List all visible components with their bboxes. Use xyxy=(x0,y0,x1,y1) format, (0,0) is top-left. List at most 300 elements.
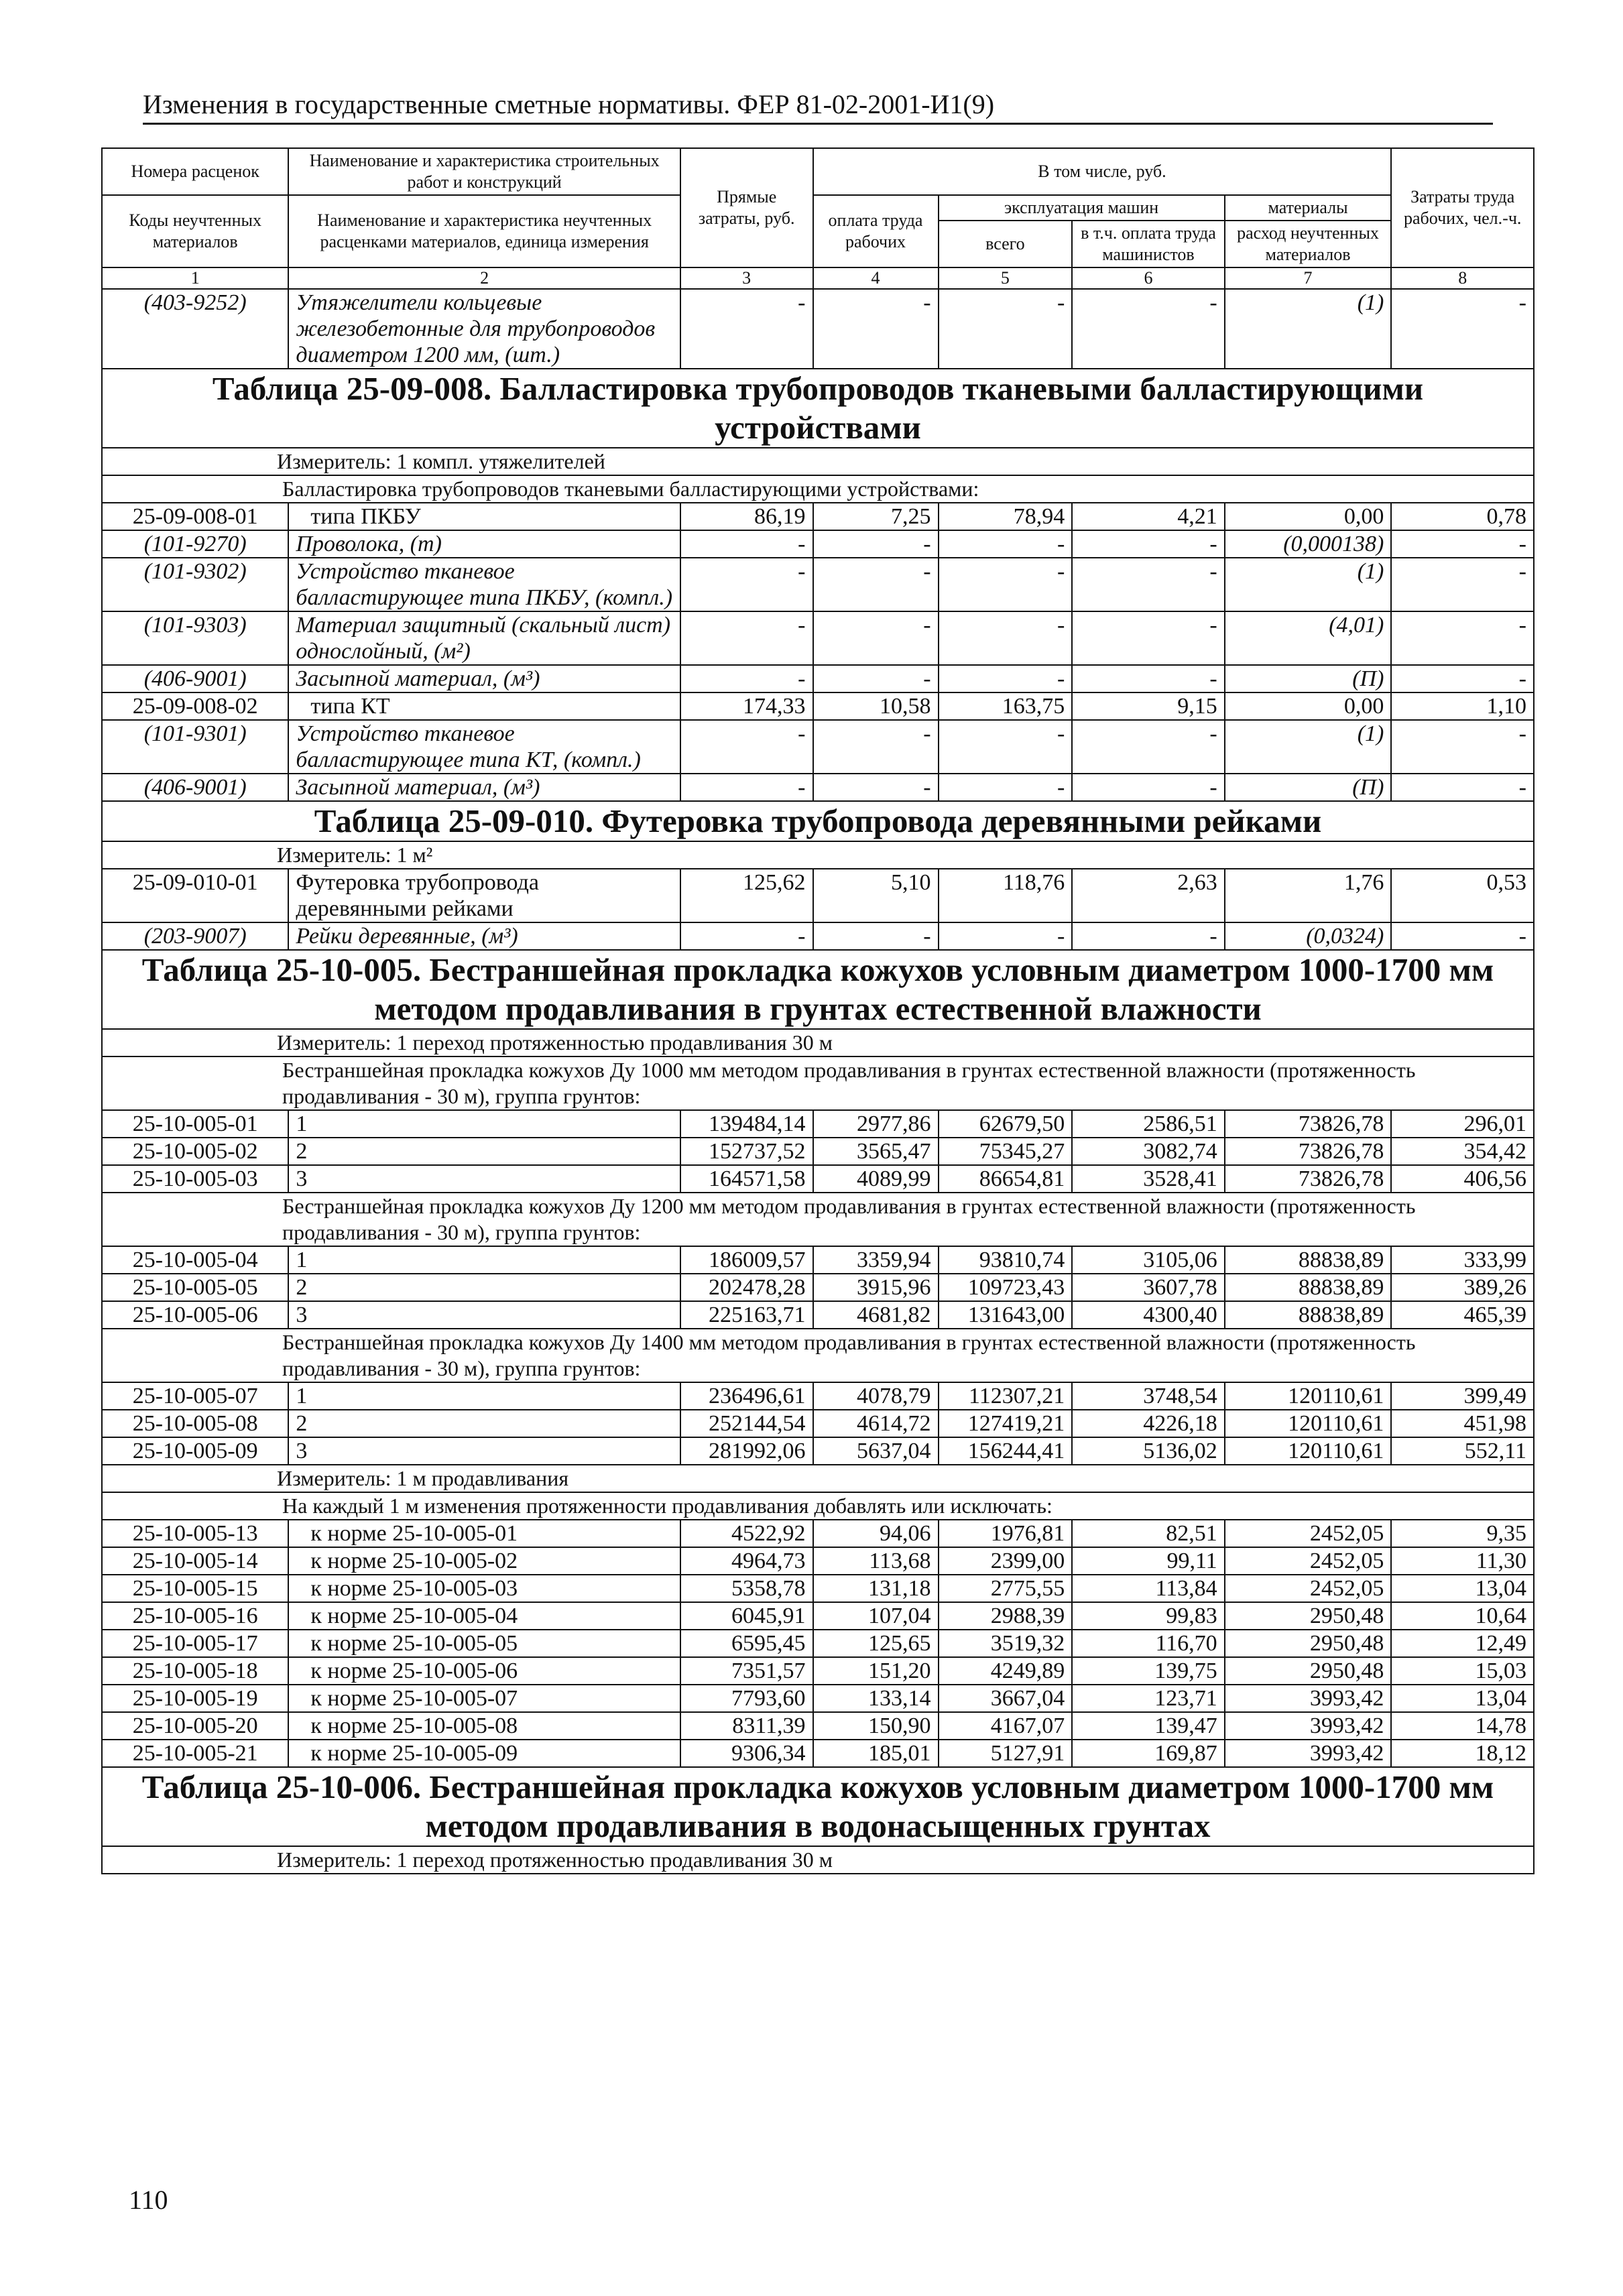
machinist-wages-cell: - xyxy=(1072,720,1224,774)
machinist-wages-cell: 9,15 xyxy=(1072,692,1224,720)
machinist-wages-cell: 2,63 xyxy=(1072,869,1224,922)
machinist-wages-cell: - xyxy=(1072,665,1224,692)
work-name: к норме 25-10-005-06 xyxy=(288,1657,680,1685)
col-header-machinist-wages: в т.ч. оплата труда машинистов xyxy=(1072,221,1224,267)
machinist-wages-cell: 3082,74 xyxy=(1072,1138,1224,1165)
material-row xyxy=(102,922,1534,950)
materials-cell: 2452,05 xyxy=(1225,1520,1392,1547)
wages-cell: 2977,86 xyxy=(813,1110,939,1138)
direct-costs-cell: 281992,06 xyxy=(680,1437,813,1465)
materials-cell: (1) xyxy=(1225,558,1392,611)
rate-code: 25-10-005-13 xyxy=(102,1520,288,1547)
material-name: Проволока, (т) xyxy=(288,530,680,558)
labor-costs-cell: 406,56 xyxy=(1391,1165,1534,1193)
machines-total-cell: 2988,39 xyxy=(939,1602,1073,1630)
machinist-wages-cell: - xyxy=(1072,611,1224,665)
materials-cell: 1,76 xyxy=(1225,869,1392,922)
rate-row xyxy=(102,1740,1534,1767)
wages-cell: - xyxy=(813,289,939,369)
machines-total-cell: 112307,21 xyxy=(939,1382,1073,1410)
materials-cell: (1) xyxy=(1225,720,1392,774)
work-name: 2 xyxy=(288,1410,680,1437)
machinist-wages-cell: 113,84 xyxy=(1072,1575,1224,1602)
col-header-machines: эксплуатация машин xyxy=(939,195,1225,221)
wages-cell: 125,65 xyxy=(813,1630,939,1657)
material-name: Рейки деревянные, (м³) xyxy=(288,922,680,950)
work-name: к норме 25-10-005-01 xyxy=(288,1520,680,1547)
materials-cell: 2950,48 xyxy=(1225,1630,1392,1657)
col-header-work-name: Наименование и характеристика строительных работ и конструкций xyxy=(288,148,680,195)
col-header-wages: оплата труда рабочих xyxy=(813,195,939,267)
machinist-wages-cell: 99,11 xyxy=(1072,1547,1224,1575)
wages-cell: 185,01 xyxy=(813,1740,939,1767)
rate-row xyxy=(102,1547,1534,1575)
wages-cell: 5637,04 xyxy=(813,1437,939,1465)
measure-row xyxy=(102,1846,1534,1874)
machines-total-cell: - xyxy=(939,289,1073,369)
wages-cell: - xyxy=(813,558,939,611)
rate-code: 25-10-005-21 xyxy=(102,1740,288,1767)
wages-cell: - xyxy=(813,665,939,692)
direct-costs-cell: 225163,71 xyxy=(680,1301,813,1329)
labor-costs-cell: - xyxy=(1391,289,1534,369)
machinist-wages-cell: - xyxy=(1072,289,1224,369)
material-row xyxy=(102,665,1534,692)
materials-cell: (4,01) xyxy=(1225,611,1392,665)
col-header-materials-unaccounted: расход неучтенных материалов xyxy=(1225,221,1392,267)
wages-cell: 4681,82 xyxy=(813,1301,939,1329)
measure-unit: Измеритель: 1 переход протяженностью продавливания 30 м xyxy=(102,1029,1534,1056)
work-name: 1 xyxy=(288,1110,680,1138)
wages-cell: - xyxy=(813,774,939,801)
machines-total-cell: - xyxy=(939,922,1073,950)
machines-total-cell: 3667,04 xyxy=(939,1685,1073,1712)
rate-code: 25-10-005-17 xyxy=(102,1630,288,1657)
work-name: к норме 25-10-005-05 xyxy=(288,1630,680,1657)
machinist-wages-cell: - xyxy=(1072,774,1224,801)
material-name: Устройство тканевое балластирующее типа КТ, (компл.) xyxy=(288,720,680,774)
labor-costs-cell: - xyxy=(1391,922,1534,950)
col-number: 1 xyxy=(102,267,288,289)
rate-code: 25-10-005-03 xyxy=(102,1165,288,1193)
subheading-row xyxy=(102,1056,1534,1110)
material-code: (203-9007) xyxy=(102,922,288,950)
machines-total-cell: 93810,74 xyxy=(939,1246,1073,1274)
rate-row xyxy=(102,1410,1534,1437)
wages-cell: - xyxy=(813,530,939,558)
machines-total-cell: 2399,00 xyxy=(939,1547,1073,1575)
materials-cell: 120110,61 xyxy=(1225,1410,1392,1437)
rate-code: 25-10-005-16 xyxy=(102,1602,288,1630)
rate-code: 25-09-008-01 xyxy=(102,503,288,530)
labor-costs-cell: 13,04 xyxy=(1391,1685,1534,1712)
col-header-material-codes: Коды неучтенных материалов xyxy=(102,195,288,267)
work-name: к норме 25-10-005-08 xyxy=(288,1712,680,1740)
materials-cell: 3993,42 xyxy=(1225,1712,1392,1740)
work-name: 1 xyxy=(288,1382,680,1410)
direct-costs-cell: 202478,28 xyxy=(680,1274,813,1301)
col-number: 4 xyxy=(813,267,939,289)
materials-cell: (0,0324) xyxy=(1225,922,1392,950)
direct-costs-cell: 6045,91 xyxy=(680,1602,813,1630)
material-code: (406-9001) xyxy=(102,774,288,801)
wages-cell: 10,58 xyxy=(813,692,939,720)
direct-costs-cell: 186009,57 xyxy=(680,1246,813,1274)
machines-total-cell: 75345,27 xyxy=(939,1138,1073,1165)
work-name: к норме 25-10-005-02 xyxy=(288,1547,680,1575)
section-title: Таблица 25-10-006. Бестраншейная прокладка кожухов условным диаметром 1000-1700 мм методом продавливания в водонасыщенных грунтах xyxy=(102,1767,1534,1846)
direct-costs-cell: 7351,57 xyxy=(680,1657,813,1685)
col-header-including: В том числе, руб. xyxy=(813,148,1392,195)
machines-total-cell: 78,94 xyxy=(939,503,1073,530)
machinist-wages-cell: 4226,18 xyxy=(1072,1410,1224,1437)
wages-cell: 113,68 xyxy=(813,1547,939,1575)
work-name: к норме 25-10-005-07 xyxy=(288,1685,680,1712)
material-code: (101-9303) xyxy=(102,611,288,665)
rate-code: 25-10-005-05 xyxy=(102,1274,288,1301)
work-name: к норме 25-10-005-04 xyxy=(288,1602,680,1630)
subheading-row xyxy=(102,475,1534,503)
labor-costs-cell: 296,01 xyxy=(1391,1110,1534,1138)
machinist-wages-cell: 2586,51 xyxy=(1072,1110,1224,1138)
machinist-wages-cell: 139,75 xyxy=(1072,1657,1224,1685)
labor-costs-cell: 1,10 xyxy=(1391,692,1534,720)
machines-total-cell: 2775,55 xyxy=(939,1575,1073,1602)
material-name: Засыпной материал, (м³) xyxy=(288,774,680,801)
direct-costs-cell: 5358,78 xyxy=(680,1575,813,1602)
work-name: типа КТ xyxy=(288,692,680,720)
rate-code: 25-10-005-19 xyxy=(102,1685,288,1712)
rate-row xyxy=(102,1520,1534,1547)
subheading: Балластировка трубопроводов тканевыми балластирующими устройствами: xyxy=(102,475,1534,503)
labor-costs-cell: 15,03 xyxy=(1391,1657,1534,1685)
machinist-wages-cell: 99,83 xyxy=(1072,1602,1224,1630)
rate-code: 25-10-005-08 xyxy=(102,1410,288,1437)
work-name: 3 xyxy=(288,1437,680,1465)
rate-row xyxy=(102,1630,1534,1657)
machines-total-cell: 156244,41 xyxy=(939,1437,1073,1465)
direct-costs-cell: 4964,73 xyxy=(680,1547,813,1575)
rate-code: 25-09-008-02 xyxy=(102,692,288,720)
machinist-wages-cell: 3607,78 xyxy=(1072,1274,1224,1301)
machines-total-cell: - xyxy=(939,558,1073,611)
measure-row xyxy=(102,841,1534,869)
labor-costs-cell: 10,64 xyxy=(1391,1602,1534,1630)
section-title: Таблица 25-09-008. Балластировка трубопроводов тканевыми балластирующими устройствами xyxy=(102,369,1534,448)
labor-costs-cell: 13,04 xyxy=(1391,1575,1534,1602)
direct-costs-cell: - xyxy=(680,289,813,369)
rate-row xyxy=(102,692,1534,720)
labor-costs-cell: 18,12 xyxy=(1391,1740,1534,1767)
col-header-rate-number: Номера расценок xyxy=(102,148,288,195)
direct-costs-cell: - xyxy=(680,530,813,558)
measure-unit: Измеритель: 1 компл. утяжелителей xyxy=(102,448,1534,475)
col-number: 5 xyxy=(939,267,1073,289)
direct-costs-cell: 4522,92 xyxy=(680,1520,813,1547)
machines-total-cell: 118,76 xyxy=(939,869,1073,922)
direct-costs-cell: - xyxy=(680,558,813,611)
labor-costs-cell: - xyxy=(1391,665,1534,692)
subheading-row xyxy=(102,1492,1534,1520)
rate-row xyxy=(102,1685,1534,1712)
rate-row xyxy=(102,1301,1534,1329)
machinist-wages-cell: 123,71 xyxy=(1072,1685,1224,1712)
machines-total-cell: - xyxy=(939,611,1073,665)
wages-cell: 3915,96 xyxy=(813,1274,939,1301)
materials-cell: 0,00 xyxy=(1225,503,1392,530)
material-code: (101-9302) xyxy=(102,558,288,611)
machines-total-cell: 4249,89 xyxy=(939,1657,1073,1685)
rate-code: 25-09-010-01 xyxy=(102,869,288,922)
direct-costs-cell: 236496,61 xyxy=(680,1382,813,1410)
labor-costs-cell: 465,39 xyxy=(1391,1301,1534,1329)
col-header-direct-costs: Прямые затраты, руб. xyxy=(680,148,813,267)
wages-cell: 4614,72 xyxy=(813,1410,939,1437)
rate-row xyxy=(102,1712,1534,1740)
work-name: 2 xyxy=(288,1274,680,1301)
materials-cell: 88838,89 xyxy=(1225,1274,1392,1301)
work-name: к норме 25-10-005-03 xyxy=(288,1575,680,1602)
labor-costs-cell: 389,26 xyxy=(1391,1274,1534,1301)
machinist-wages-cell: 4300,40 xyxy=(1072,1301,1224,1329)
machinist-wages-cell: 3105,06 xyxy=(1072,1246,1224,1274)
rate-code: 25-10-005-14 xyxy=(102,1547,288,1575)
wages-cell: - xyxy=(813,922,939,950)
labor-costs-cell: 12,49 xyxy=(1391,1630,1534,1657)
machinist-wages-cell: 116,70 xyxy=(1072,1630,1224,1657)
rate-row xyxy=(102,1274,1534,1301)
section-title: Таблица 25-10-005. Бестраншейная прокладка кожухов условным диаметром 1000-1700 мм методом продавливания в грунтах естественной влажности xyxy=(102,950,1534,1029)
col-header-labor-costs: Затраты труда рабочих, чел.-ч. xyxy=(1391,148,1534,267)
machines-total-cell: 62679,50 xyxy=(939,1110,1073,1138)
materials-cell: 0,00 xyxy=(1225,692,1392,720)
labor-costs-cell: 399,49 xyxy=(1391,1382,1534,1410)
labor-costs-cell: 333,99 xyxy=(1391,1246,1534,1274)
section-title: Таблица 25-09-010. Футеровка трубопровода деревянными рейками xyxy=(102,801,1534,841)
materials-cell: 88838,89 xyxy=(1225,1301,1392,1329)
subheading: На каждый 1 м изменения протяженности продавливания добавлять или исключать: xyxy=(102,1492,1534,1520)
section-title-row xyxy=(102,369,1534,448)
labor-costs-cell: 0,53 xyxy=(1391,869,1534,922)
machinist-wages-cell: 139,47 xyxy=(1072,1712,1224,1740)
materials-cell: 2452,05 xyxy=(1225,1575,1392,1602)
work-name: 3 xyxy=(288,1165,680,1193)
material-name: Засыпной материал, (м³) xyxy=(288,665,680,692)
rate-code: 25-10-005-04 xyxy=(102,1246,288,1274)
work-name: Футеровка трубопровода деревянными рейками xyxy=(288,869,680,922)
materials-cell: (П) xyxy=(1225,665,1392,692)
direct-costs-cell: 152737,52 xyxy=(680,1138,813,1165)
rate-code: 25-10-005-15 xyxy=(102,1575,288,1602)
direct-costs-cell: - xyxy=(680,922,813,950)
materials-cell: 2452,05 xyxy=(1225,1547,1392,1575)
materials-cell: 120110,61 xyxy=(1225,1437,1392,1465)
direct-costs-cell: 125,62 xyxy=(680,869,813,922)
direct-costs-cell: 86,19 xyxy=(680,503,813,530)
direct-costs-cell: 9306,34 xyxy=(680,1740,813,1767)
material-row xyxy=(102,530,1534,558)
table-body xyxy=(102,289,1534,1874)
material-row xyxy=(102,289,1534,369)
machines-total-cell: - xyxy=(939,665,1073,692)
direct-costs-cell: - xyxy=(680,611,813,665)
rate-row xyxy=(102,503,1534,530)
labor-costs-cell: 11,30 xyxy=(1391,1547,1534,1575)
rate-code: 25-10-005-01 xyxy=(102,1110,288,1138)
direct-costs-cell: 7793,60 xyxy=(680,1685,813,1712)
wages-cell: 107,04 xyxy=(813,1602,939,1630)
col-number: 2 xyxy=(288,267,680,289)
measure-row xyxy=(102,448,1534,475)
rate-row xyxy=(102,1165,1534,1193)
rate-code: 25-10-005-18 xyxy=(102,1657,288,1685)
labor-costs-cell: 9,35 xyxy=(1391,1520,1534,1547)
page-header: Изменения в государственные сметные нормативы. ФЕР 81-02-2001-И1(9) xyxy=(143,88,1493,125)
machines-total-cell: 3519,32 xyxy=(939,1630,1073,1657)
machines-total-cell: 127419,21 xyxy=(939,1410,1073,1437)
direct-costs-cell: - xyxy=(680,720,813,774)
machinist-wages-cell: - xyxy=(1072,530,1224,558)
machinist-wages-cell: - xyxy=(1072,558,1224,611)
measure-unit: Измеритель: 1 переход протяженностью продавливания 30 м xyxy=(102,1846,1534,1874)
wages-cell: 7,25 xyxy=(813,503,939,530)
col-number: 6 xyxy=(1072,267,1224,289)
machines-total-cell: 86654,81 xyxy=(939,1165,1073,1193)
labor-costs-cell: 354,42 xyxy=(1391,1138,1534,1165)
material-row xyxy=(102,558,1534,611)
materials-cell: 73826,78 xyxy=(1225,1110,1392,1138)
rate-row xyxy=(102,1657,1534,1685)
machinist-wages-cell: 169,87 xyxy=(1072,1740,1224,1767)
wages-cell: - xyxy=(813,611,939,665)
work-name: 2 xyxy=(288,1138,680,1165)
wages-cell: 131,18 xyxy=(813,1575,939,1602)
machines-total-cell: - xyxy=(939,774,1073,801)
machines-total-cell: 5127,91 xyxy=(939,1740,1073,1767)
subheading: Бестраншейная прокладка кожухов Ду 1200 мм методом продавливания в грунтах естественной влажности (протяженность продавливания - 30 м), группа грунтов: xyxy=(102,1193,1534,1246)
rate-row xyxy=(102,1138,1534,1165)
page-number: 110 xyxy=(129,2185,168,2215)
measure-unit: Измеритель: 1 м продавливания xyxy=(102,1465,1534,1492)
wages-cell: 4089,99 xyxy=(813,1165,939,1193)
direct-costs-cell: - xyxy=(680,665,813,692)
wages-cell: - xyxy=(813,720,939,774)
work-name: 3 xyxy=(288,1301,680,1329)
subheading-row xyxy=(102,1329,1534,1382)
rate-row xyxy=(102,1437,1534,1465)
material-name: Устройство тканевое балластирующее типа ПКБУ, (компл.) xyxy=(288,558,680,611)
materials-cell: 120110,61 xyxy=(1225,1382,1392,1410)
material-code: (101-9270) xyxy=(102,530,288,558)
direct-costs-cell: 164571,58 xyxy=(680,1165,813,1193)
material-code: (403-9252) xyxy=(102,289,288,369)
col-number: 8 xyxy=(1391,267,1534,289)
measure-unit: Измеритель: 1 м² xyxy=(102,841,1534,869)
direct-costs-cell: 252144,54 xyxy=(680,1410,813,1437)
machines-total-cell: 163,75 xyxy=(939,692,1073,720)
materials-cell: (1) xyxy=(1225,289,1392,369)
direct-costs-cell: 139484,14 xyxy=(680,1110,813,1138)
rate-row xyxy=(102,1110,1534,1138)
wages-cell: 133,14 xyxy=(813,1685,939,1712)
machines-total-cell: 4167,07 xyxy=(939,1712,1073,1740)
machinist-wages-cell: 3748,54 xyxy=(1072,1382,1224,1410)
material-name: Утяжелители кольцевые железобетонные для трубопроводов диаметром 1200 мм, (шт.) xyxy=(288,289,680,369)
rate-code: 25-10-005-09 xyxy=(102,1437,288,1465)
machines-total-cell: - xyxy=(939,720,1073,774)
machines-total-cell: - xyxy=(939,530,1073,558)
labor-costs-cell: - xyxy=(1391,558,1534,611)
col-number: 3 xyxy=(680,267,813,289)
wages-cell: 5,10 xyxy=(813,869,939,922)
wages-cell: 4078,79 xyxy=(813,1382,939,1410)
direct-costs-cell: 174,33 xyxy=(680,692,813,720)
wages-cell: 3359,94 xyxy=(813,1246,939,1274)
measure-row xyxy=(102,1029,1534,1056)
materials-cell: 3993,42 xyxy=(1225,1740,1392,1767)
subheading-row xyxy=(102,1193,1534,1246)
material-row xyxy=(102,720,1534,774)
materials-cell: (0,000138) xyxy=(1225,530,1392,558)
rate-code: 25-10-005-02 xyxy=(102,1138,288,1165)
direct-costs-cell: - xyxy=(680,774,813,801)
labor-costs-cell: 0,78 xyxy=(1391,503,1534,530)
machines-total-cell: 1976,81 xyxy=(939,1520,1073,1547)
materials-cell: 2950,48 xyxy=(1225,1602,1392,1630)
materials-cell: 88838,89 xyxy=(1225,1246,1392,1274)
norm-table xyxy=(101,147,1535,1874)
direct-costs-cell: 6595,45 xyxy=(680,1630,813,1657)
col-number: 7 xyxy=(1225,267,1392,289)
measure-row xyxy=(102,1465,1534,1492)
work-name: типа ПКБУ xyxy=(288,503,680,530)
wages-cell: 94,06 xyxy=(813,1520,939,1547)
section-title-row xyxy=(102,950,1534,1029)
labor-costs-cell: 451,98 xyxy=(1391,1410,1534,1437)
materials-cell: 73826,78 xyxy=(1225,1165,1392,1193)
subheading: Бестраншейная прокладка кожухов Ду 1400 мм методом продавливания в грунтах естественной влажности (протяженность продавливания - 30 м), группа грунтов: xyxy=(102,1329,1534,1382)
rate-row xyxy=(102,1575,1534,1602)
material-code: (406-9001) xyxy=(102,665,288,692)
material-name: Материал защитный (скальный лист) однослойный, (м²) xyxy=(288,611,680,665)
material-row xyxy=(102,611,1534,665)
work-name: к норме 25-10-005-09 xyxy=(288,1740,680,1767)
direct-costs-cell: 8311,39 xyxy=(680,1712,813,1740)
labor-costs-cell: - xyxy=(1391,530,1534,558)
section-title-row xyxy=(102,801,1534,841)
materials-cell: 73826,78 xyxy=(1225,1138,1392,1165)
materials-cell: 3993,42 xyxy=(1225,1685,1392,1712)
rate-row xyxy=(102,1602,1534,1630)
material-code: (101-9301) xyxy=(102,720,288,774)
machinist-wages-cell: 4,21 xyxy=(1072,503,1224,530)
rate-row xyxy=(102,869,1534,922)
rate-code: 25-10-005-20 xyxy=(102,1712,288,1740)
rate-row xyxy=(102,1246,1534,1274)
rate-code: 25-10-005-07 xyxy=(102,1382,288,1410)
col-header-material-names: Наименование и характеристика неучтенных расценками материалов, единица измерения xyxy=(288,195,680,267)
work-name: 1 xyxy=(288,1246,680,1274)
machines-total-cell: 131643,00 xyxy=(939,1301,1073,1329)
machinist-wages-cell: 82,51 xyxy=(1072,1520,1224,1547)
materials-cell: 2950,48 xyxy=(1225,1657,1392,1685)
material-row xyxy=(102,774,1534,801)
wages-cell: 150,90 xyxy=(813,1712,939,1740)
labor-costs-cell: 552,11 xyxy=(1391,1437,1534,1465)
col-header-materials: материалы xyxy=(1225,195,1392,221)
wages-cell: 3565,47 xyxy=(813,1138,939,1165)
subheading: Бестраншейная прокладка кожухов Ду 1000 мм методом продавливания в грунтах естественной влажности (протяженность продавливания - 30 м), группа грунтов: xyxy=(102,1056,1534,1110)
